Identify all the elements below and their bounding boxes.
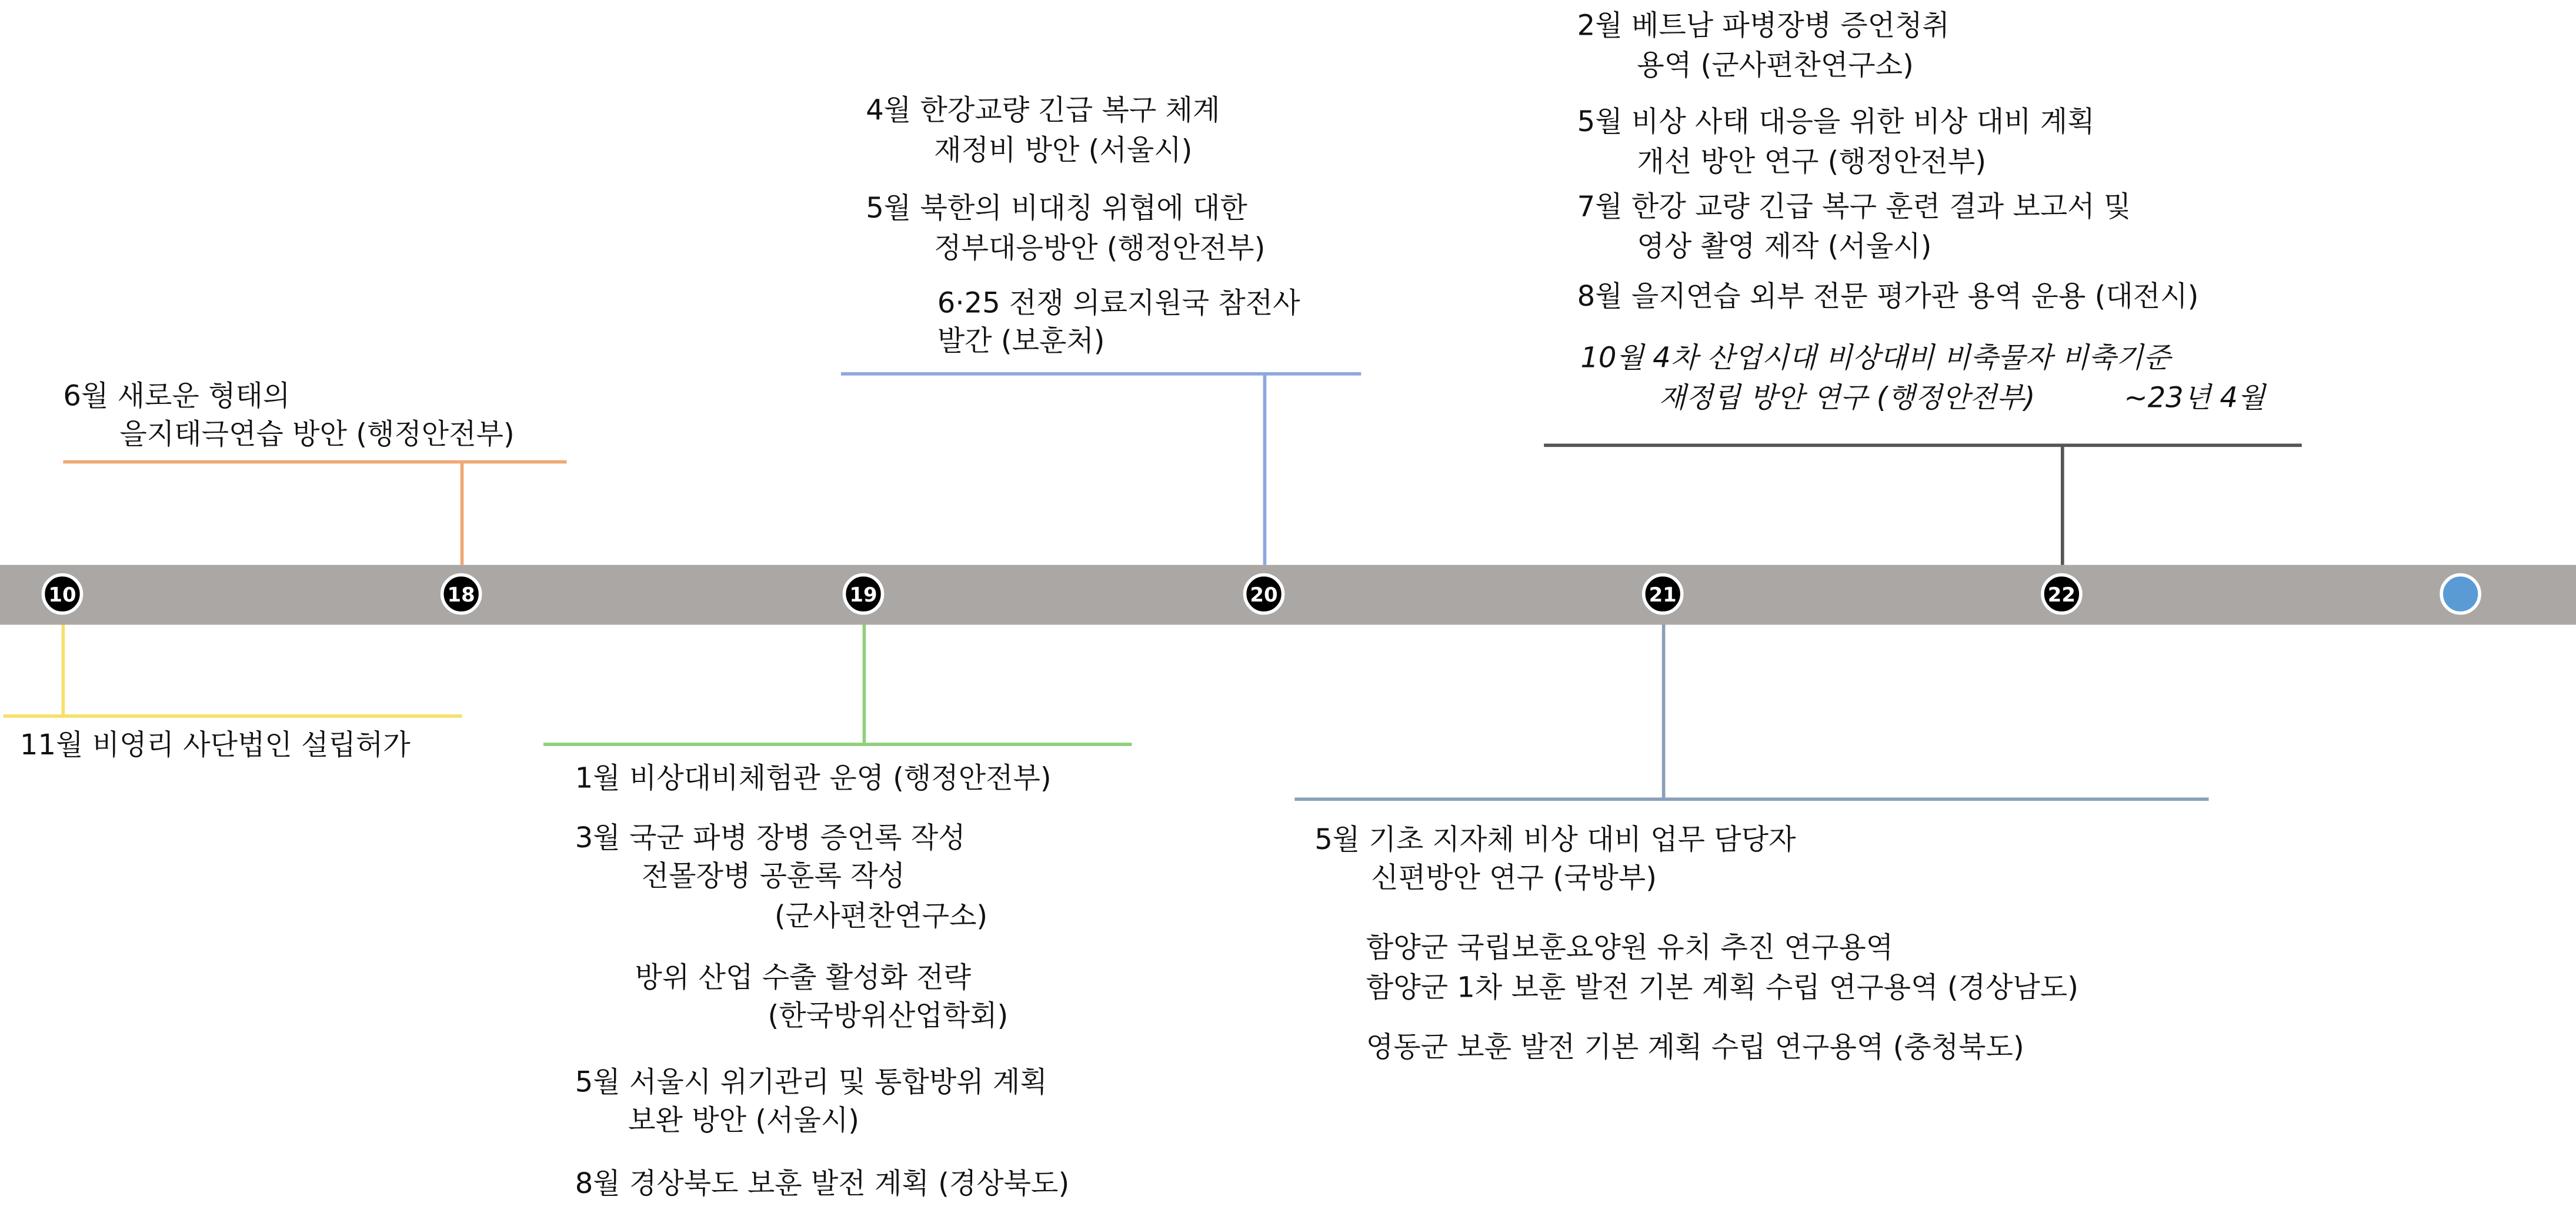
entry-2022-line-2: 용역 (군사편찬연구소) bbox=[1637, 49, 1914, 83]
entry-2022-line-4: 개선 방안 연구 (행정안전부) bbox=[1637, 146, 1987, 180]
connector-2018-horizontal bbox=[63, 460, 566, 464]
entry-2020-line-3: 5월 북한의 비대칭 위협에 대한 bbox=[866, 192, 1247, 226]
connector-2020-horizontal bbox=[841, 372, 1361, 376]
connector-2021-vertical bbox=[1662, 625, 1666, 800]
entry-2020-line-4: 정부대응방안 (행정안전부) bbox=[934, 232, 1266, 266]
entry-2018-line-2: 을지태극연습 방안 (행정안전부) bbox=[119, 419, 515, 452]
entry-2019-line-4: (군사편찬연구소) bbox=[774, 900, 988, 934]
entry-2019-line-8: 보완 방안 (서울시) bbox=[628, 1105, 860, 1138]
entry-2022-line-8: 10월 4차 산업시대 비상대비 비축물자 비축기준 bbox=[1580, 342, 2171, 376]
connector-2022-horizontal bbox=[1544, 443, 2302, 447]
connector-2022-vertical bbox=[2061, 445, 2064, 564]
year-node-2010: 10 bbox=[42, 573, 84, 615]
entry-2021-line-3: 함양군 국립보훈요양원 유치 추진 연구용역 bbox=[1366, 932, 1894, 965]
entry-2021-line-4: 함양군 1차 보훈 발전 기본 계획 수립 연구용역 (경상남도) bbox=[1366, 972, 2078, 1005]
year-node-2020: 20 bbox=[1243, 573, 1285, 615]
year-node-2022: 22 bbox=[2041, 573, 2083, 615]
entry-2019-line-7: 5월 서울시 위기관리 및 통합방위 계획 bbox=[575, 1067, 1047, 1100]
entry-2022-line-5: 7월 한강 교량 긴급 복구 훈련 결과 보고서 및 bbox=[1577, 191, 2131, 225]
entry-2010-line-1: 11월 비영리 사단법인 설립허가 bbox=[19, 729, 411, 763]
entry-2022-line-6: 영상 촬영 제작 (서울시) bbox=[1637, 230, 1932, 265]
connector-2010-horizontal bbox=[4, 714, 462, 718]
year-node-2018: 18 bbox=[441, 573, 482, 615]
connector-2018-vertical bbox=[461, 462, 464, 565]
entry-2019-line-3: 전몰장병 공훈록 작성 bbox=[641, 860, 905, 894]
connector-2010-vertical bbox=[62, 625, 65, 715]
year-node-2019: 19 bbox=[843, 573, 885, 615]
entry-2021-line-5: 영동군 보훈 발전 기본 계획 수립 연구용역 (충청북도) bbox=[1366, 1031, 2024, 1065]
entry-2022-line-9: 재정립 방안 연구 (행정안전부) bbox=[1659, 382, 2036, 416]
entry-2020-line-5: 6·25 전쟁 의료지원국 참전사 bbox=[937, 287, 1300, 321]
connector-2019-horizontal bbox=[543, 743, 1132, 746]
entry-2022-line-10: ~23년 4월 bbox=[2124, 382, 2265, 416]
entry-2020-line-6: 발간 (보훈처) bbox=[937, 325, 1105, 359]
year-node-2021: 21 bbox=[1642, 573, 1684, 615]
entry-2021-line-1: 5월 기초 지자체 비상 대비 업무 담당자 bbox=[1314, 824, 1796, 858]
entry-2019-line-1: 1월 비상대비체험관 운영 (행정안전부) bbox=[575, 763, 1052, 796]
entry-2019-line-6: (한국방위산업학회) bbox=[768, 1000, 1009, 1034]
entry-2019-line-2: 3월 국군 파병 장병 증언록 작성 bbox=[575, 822, 966, 856]
entry-2018-line-1: 6월 새로운 형태의 bbox=[63, 380, 291, 414]
entry-2020-line-1: 4월 한강교량 긴급 복구 체계 bbox=[866, 95, 1220, 128]
entry-2019-line-5: 방위 산업 수출 활성화 전략 bbox=[635, 962, 972, 995]
timeline-bar bbox=[0, 565, 2576, 625]
connector-2019-vertical bbox=[863, 625, 866, 744]
connector-2020-vertical bbox=[1263, 374, 1267, 565]
entry-2021-line-2: 신편방안 연구 (국방부) bbox=[1371, 862, 1657, 896]
entry-2022-line-7: 8월 을지연습 외부 전문 평가관 용역 운용 (대전시) bbox=[1577, 280, 2199, 315]
year-node-future bbox=[2440, 573, 2481, 615]
entry-2019-line-9: 8월 경상북도 보훈 발전 계획 (경상북도) bbox=[575, 1168, 1070, 1202]
entry-2022-line-3: 5월 비상 사태 대응을 위한 비상 대비 계획 bbox=[1577, 106, 2095, 140]
connector-2021-horizontal bbox=[1294, 797, 2208, 801]
entry-2022-line-1: 2월 베트남 파병장병 증언청취 bbox=[1577, 9, 1950, 44]
entry-2020-line-2: 재정비 방안 (서울시) bbox=[934, 134, 1193, 168]
